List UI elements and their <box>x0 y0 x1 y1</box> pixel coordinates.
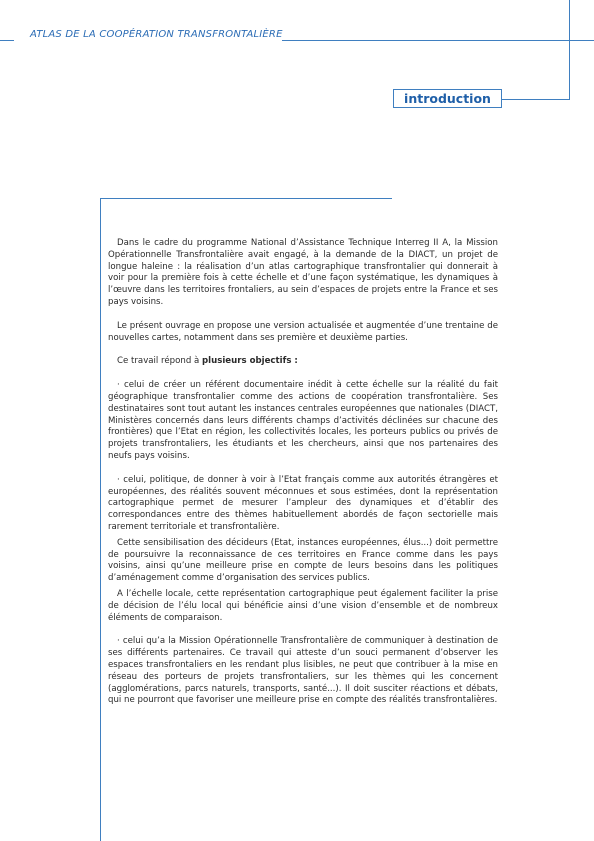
body-text <box>108 238 498 707</box>
header-rule <box>282 40 594 41</box>
paragraph-objective-documentary: · celui de créer un référent documentaire inédit à cette échelle sur la réalité du fait géographique transfrontalier comme des actions de coopération transfrontalière. Ses destinataires sont tout autant les instances centrales européennes que nationales (DIACT, Ministères concernés dans leurs différents champs d’activités déclinées sur chacune des frontières) que l’Etat en région, les collectivités locales, les porteurs publics ou privés de projets transfrontaliers, les étudiants et les chercheurs, ainsi que nos partenaires des neufs pays voisins. <box>108 380 498 461</box>
paragraph-context: Dans le cadre du programme National d’Assistance Technique Interreg II A, la Mission Opérationnelle Transfrontalière avait engagé, à la demande de la DIACT, un projet de longue haleine : la réalisation d’un atlas cartographique transfrontalier qui donnerait à voir pour la première fois à cette échelle et d’une façon systématique, les dynamiques à l’œuvre dans les territoires frontaliers, au sein d’espaces de projets entre la France et ses pays voisins. <box>108 238 498 307</box>
paragraph-local-scale: A l’échelle locale, cette représentation cartographique peut également faciliter la prise de décision de l’élu local qui bénéficie ainsi d’une vision d’ensemble et de nombreux éléments de comparaison. <box>108 588 498 623</box>
header-rule-left <box>0 40 14 41</box>
objectives-intro-text: Ce travail répond à <box>117 356 203 367</box>
section-title: introduction <box>404 91 491 106</box>
objectives-intro-bold: plusieurs objectifs : <box>202 356 298 367</box>
section-title-box <box>393 89 502 108</box>
section-rule-right <box>501 99 570 100</box>
paragraph-objective-communication: · celui qu’a la Mission Opérationnelle Transfrontalière de communiquer à destination de ses différents partenaires. Ce travail qui atteste d’un souci permanent d’observer les espaces transfrontaliers en les rendant plus lisibles, ne peut que contribuer à la mise en réseau des porteurs de projets transfrontaliers, sur les thèmes qui les concernent (agglomérations, parcs naturels, transports, santé...). Il doit susciter réactions et débats, qui ne pourront que favoriser une meilleure prise en compte des réalités transfrontalières. <box>108 636 498 706</box>
running-header-title: ATLAS DE LA COOPÉRATION TRANSFRONTALIÈRE <box>30 29 283 40</box>
body-frame-top-rule <box>100 198 392 199</box>
header-vertical-rule <box>569 0 570 99</box>
body-frame-left-rule <box>100 198 101 841</box>
paragraph-objectives-intro <box>108 356 498 368</box>
paragraph-update: Le présent ouvrage en propose une version actualisée et augmentée d’une trentaine de nouvelles cartes, notamment dans ses première et deuxième parties. <box>108 320 498 343</box>
paragraph-objective-political: · celui, politique, de donner à voir à l’Etat français comme aux autorités étrangères et européennes, des réalités souvent méconnues et sous estimées, dont la représentation cartographique permet de mesurer l’ampleur des dynamiques et d’établir des correspondances entre des thèmes habituellement abordés de façon sectorielle mais rarement territoriale et transfrontalière. <box>108 474 498 532</box>
paragraph-awareness: Cette sensibilisation des décideurs (Etat, instances européennes, élus...) doit permettre de poursuivre la reconnaissance de ces territoires en France comme dans les pays voisins, ainsi qu’une meilleure prise en compte de leurs besoins dans les politiques d’aménagement comme d’organisation des services publics. <box>108 537 498 584</box>
